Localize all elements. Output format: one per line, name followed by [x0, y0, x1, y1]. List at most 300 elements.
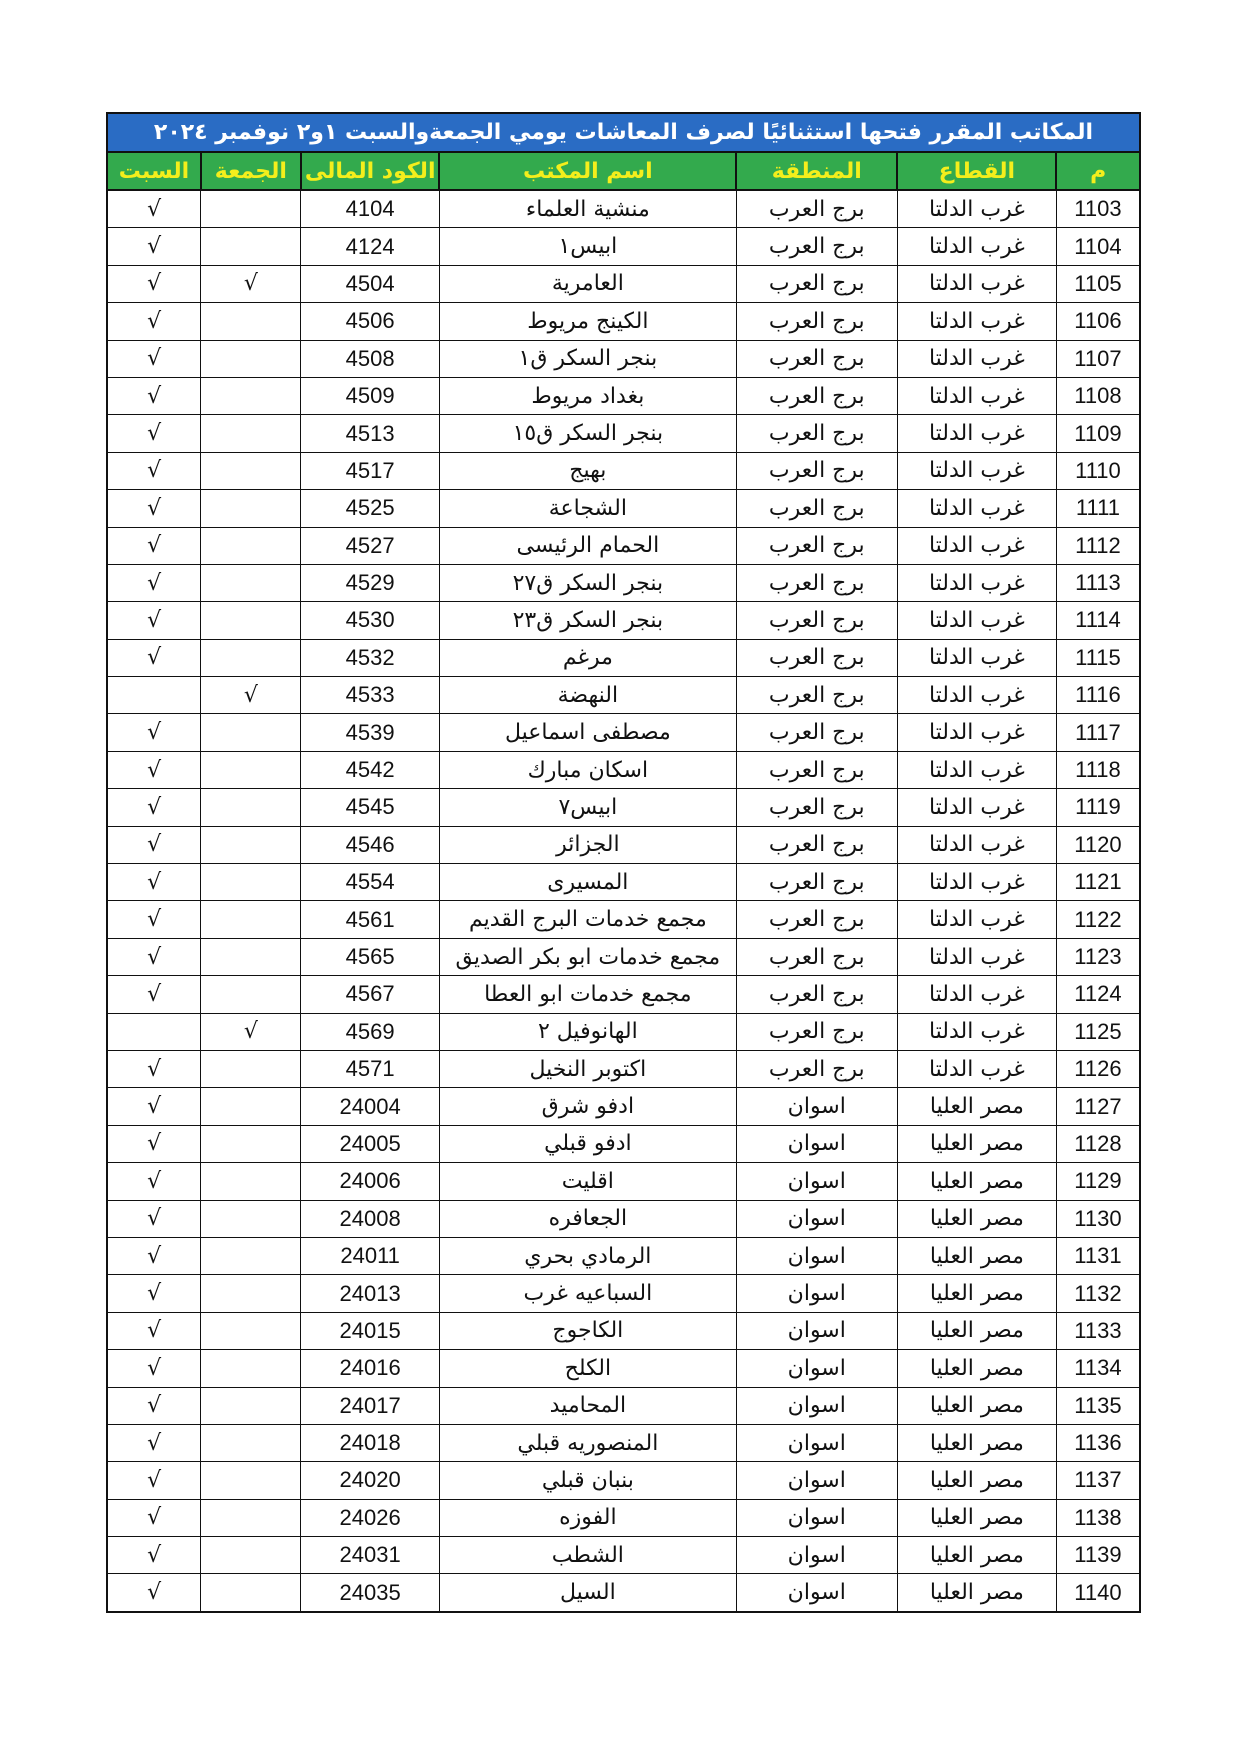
cell-num: 1107: [1056, 340, 1140, 377]
cell-saturday: √: [107, 1275, 201, 1312]
cell-region: برج العرب: [736, 602, 897, 639]
table-row: [107, 901, 1140, 938]
cell-friday: [201, 714, 301, 751]
col-header-friday: الجمعة: [201, 152, 301, 190]
cell-region: برج العرب: [736, 1050, 897, 1087]
cell-sector: مصر العليا: [897, 1237, 1056, 1274]
cell-code: 24015: [301, 1312, 440, 1349]
cell-region: برج العرب: [736, 901, 897, 938]
cell-num: 1137: [1056, 1462, 1140, 1499]
cell-friday: [201, 377, 301, 414]
cell-saturday: √: [107, 938, 201, 975]
cell-office: بنجر السكر ق٢٧: [439, 564, 736, 601]
cell-friday: [201, 340, 301, 377]
cell-sector: غرب الدلتا: [897, 228, 1056, 265]
cell-saturday: √: [107, 1574, 201, 1612]
cell-sector: غرب الدلتا: [897, 190, 1056, 228]
cell-region: اسوان: [736, 1574, 897, 1612]
cell-code: 24020: [301, 1462, 440, 1499]
cell-office: بغداد مريوط: [439, 377, 736, 414]
title-row: [107, 113, 1140, 152]
cell-office: الكينج مريوط: [439, 303, 736, 340]
cell-code: 24017: [301, 1387, 440, 1424]
cell-num: 1135: [1056, 1387, 1140, 1424]
cell-saturday: √: [107, 1387, 201, 1424]
sheet-title: المكاتب المقرر فتحها استثنائيًا لصرف المعاشات يومي الجمعةوالسبت ١و٢ نوفمبر ٢٠٢٤: [107, 113, 1140, 152]
cell-friday: √: [201, 1013, 301, 1050]
cell-region: اسوان: [736, 1499, 897, 1536]
cell-num: 1136: [1056, 1424, 1140, 1461]
cell-region: برج العرب: [736, 303, 897, 340]
cell-num: 1117: [1056, 714, 1140, 751]
cell-friday: [201, 602, 301, 639]
cell-region: برج العرب: [736, 976, 897, 1013]
cell-office: بنجر السكر ق١٥: [439, 415, 736, 452]
cell-sector: غرب الدلتا: [897, 527, 1056, 564]
cell-num: 1103: [1056, 190, 1140, 228]
cell-office: السباعيه غرب: [439, 1275, 736, 1312]
cell-saturday: √: [107, 564, 201, 601]
cell-region: برج العرب: [736, 751, 897, 788]
cell-num: 1138: [1056, 1499, 1140, 1536]
cell-friday: [201, 1537, 301, 1574]
cell-sector: غرب الدلتا: [897, 901, 1056, 938]
cell-friday: [201, 938, 301, 975]
cell-region: برج العرب: [736, 789, 897, 826]
cell-friday: [201, 901, 301, 938]
cell-sector: غرب الدلتا: [897, 303, 1056, 340]
table-body: [107, 190, 1140, 1612]
cell-saturday: √: [107, 303, 201, 340]
cell-office: ابيس٧: [439, 789, 736, 826]
cell-office: الشطب: [439, 1537, 736, 1574]
cell-friday: [201, 1088, 301, 1125]
cell-code: 4509: [301, 377, 440, 414]
cell-code: 4504: [301, 265, 440, 302]
cell-friday: [201, 1050, 301, 1087]
cell-region: برج العرب: [736, 377, 897, 414]
table-row: [107, 228, 1140, 265]
cell-friday: [201, 1200, 301, 1237]
table-row: [107, 1350, 1140, 1387]
cell-sector: مصر العليا: [897, 1387, 1056, 1424]
cell-saturday: √: [107, 602, 201, 639]
cell-num: 1115: [1056, 639, 1140, 676]
cell-num: 1128: [1056, 1125, 1140, 1162]
cell-region: برج العرب: [736, 1013, 897, 1050]
cell-num: 1112: [1056, 527, 1140, 564]
cell-region: اسوان: [736, 1350, 897, 1387]
cell-sector: غرب الدلتا: [897, 564, 1056, 601]
table-row: [107, 1312, 1140, 1349]
cell-sector: غرب الدلتا: [897, 976, 1056, 1013]
cell-code: 4569: [301, 1013, 440, 1050]
cell-num: 1110: [1056, 452, 1140, 489]
cell-saturday: [107, 1013, 201, 1050]
cell-sector: مصر العليا: [897, 1499, 1056, 1536]
table-row: [107, 1387, 1140, 1424]
cell-code: 4513: [301, 415, 440, 452]
table-row: [107, 340, 1140, 377]
cell-num: 1127: [1056, 1088, 1140, 1125]
table-row: [107, 714, 1140, 751]
table-row: [107, 1462, 1140, 1499]
cell-num: 1124: [1056, 976, 1140, 1013]
cell-region: برج العرب: [736, 490, 897, 527]
cell-region: برج العرب: [736, 527, 897, 564]
cell-code: 4527: [301, 527, 440, 564]
cell-sector: مصر العليا: [897, 1088, 1056, 1125]
cell-code: 4124: [301, 228, 440, 265]
table-row: [107, 1537, 1140, 1574]
cell-code: 4561: [301, 901, 440, 938]
cell-office: مرغم: [439, 639, 736, 676]
cell-region: برج العرب: [736, 415, 897, 452]
cell-code: 4545: [301, 789, 440, 826]
cell-sector: غرب الدلتا: [897, 1013, 1056, 1050]
cell-friday: [201, 751, 301, 788]
cell-sector: مصر العليا: [897, 1312, 1056, 1349]
cell-code: 24013: [301, 1275, 440, 1312]
table-row: [107, 1574, 1140, 1612]
offices-sheet: [106, 112, 1141, 1613]
table-row: [107, 303, 1140, 340]
cell-saturday: √: [107, 1424, 201, 1461]
cell-code: 4532: [301, 639, 440, 676]
cell-saturday: √: [107, 1312, 201, 1349]
cell-saturday: √: [107, 1163, 201, 1200]
table-row: [107, 490, 1140, 527]
table-row: [107, 751, 1140, 788]
cell-region: اسوان: [736, 1125, 897, 1162]
table-row: [107, 677, 1140, 714]
cell-num: 1113: [1056, 564, 1140, 601]
cell-office: الحمام الرئيسى: [439, 527, 736, 564]
cell-saturday: √: [107, 1237, 201, 1274]
table-row: [107, 564, 1140, 601]
cell-sector: غرب الدلتا: [897, 864, 1056, 901]
table-row: [107, 1050, 1140, 1087]
cell-office: المنصوريه قبلي: [439, 1424, 736, 1461]
cell-friday: [201, 527, 301, 564]
cell-office: الشجاعة: [439, 490, 736, 527]
cell-sector: مصر العليا: [897, 1424, 1056, 1461]
offices-table: [106, 112, 1141, 1613]
table-row: [107, 602, 1140, 639]
cell-friday: [201, 1350, 301, 1387]
cell-num: 1130: [1056, 1200, 1140, 1237]
cell-saturday: √: [107, 714, 201, 751]
cell-office: الفوزه: [439, 1499, 736, 1536]
cell-code: 4539: [301, 714, 440, 751]
cell-office: النهضة: [439, 677, 736, 714]
cell-num: 1139: [1056, 1537, 1140, 1574]
cell-office: اكتوبر النخيل: [439, 1050, 736, 1087]
cell-num: 1109: [1056, 415, 1140, 452]
cell-friday: [201, 1125, 301, 1162]
cell-office: الرمادي بحري: [439, 1237, 736, 1274]
cell-num: 1140: [1056, 1574, 1140, 1612]
table-row: [107, 415, 1140, 452]
cell-region: اسوان: [736, 1462, 897, 1499]
table-row: [107, 190, 1140, 228]
cell-code: 24016: [301, 1350, 440, 1387]
cell-code: 24026: [301, 1499, 440, 1536]
cell-sector: غرب الدلتا: [897, 826, 1056, 863]
table-row: [107, 1125, 1140, 1162]
cell-saturday: √: [107, 1050, 201, 1087]
table-row: [107, 1424, 1140, 1461]
cell-num: 1134: [1056, 1350, 1140, 1387]
cell-office: بنبان قبلي: [439, 1462, 736, 1499]
cell-sector: مصر العليا: [897, 1574, 1056, 1612]
table-row: [107, 789, 1140, 826]
cell-sector: مصر العليا: [897, 1275, 1056, 1312]
cell-code: 4533: [301, 677, 440, 714]
cell-code: 24031: [301, 1537, 440, 1574]
cell-sector: مصر العليا: [897, 1350, 1056, 1387]
cell-num: 1125: [1056, 1013, 1140, 1050]
cell-code: 24018: [301, 1424, 440, 1461]
cell-num: 1133: [1056, 1312, 1140, 1349]
cell-office: الجزائر: [439, 826, 736, 863]
cell-friday: [201, 303, 301, 340]
cell-region: برج العرب: [736, 228, 897, 265]
cell-region: برج العرب: [736, 677, 897, 714]
table-row: [107, 1163, 1140, 1200]
cell-saturday: √: [107, 1350, 201, 1387]
cell-sector: غرب الدلتا: [897, 265, 1056, 302]
cell-office: مجمع خدمات ابو بكر الصديق: [439, 938, 736, 975]
cell-sector: مصر العليا: [897, 1200, 1056, 1237]
cell-code: 4508: [301, 340, 440, 377]
cell-region: برج العرب: [736, 190, 897, 228]
cell-office: الهانوفيل ٢: [439, 1013, 736, 1050]
cell-friday: [201, 1237, 301, 1274]
cell-friday: [201, 1499, 301, 1536]
col-header-code: الكود المالى: [301, 152, 440, 190]
cell-friday: [201, 1462, 301, 1499]
cell-num: 1120: [1056, 826, 1140, 863]
cell-sector: غرب الدلتا: [897, 490, 1056, 527]
cell-saturday: √: [107, 751, 201, 788]
cell-saturday: √: [107, 490, 201, 527]
cell-sector: غرب الدلتا: [897, 789, 1056, 826]
cell-code: 4506: [301, 303, 440, 340]
cell-office: السيل: [439, 1574, 736, 1612]
cell-office: مجمع خدمات البرج القديم: [439, 901, 736, 938]
cell-num: 1108: [1056, 377, 1140, 414]
cell-region: برج العرب: [736, 639, 897, 676]
table-row: [107, 265, 1140, 302]
cell-office: المحاميد: [439, 1387, 736, 1424]
cell-office: بنجر السكر ق٢٣: [439, 602, 736, 639]
cell-friday: [201, 1574, 301, 1612]
cell-friday: [201, 976, 301, 1013]
cell-saturday: √: [107, 901, 201, 938]
cell-friday: [201, 415, 301, 452]
table-row: [107, 639, 1140, 676]
cell-code: 24005: [301, 1125, 440, 1162]
table-row: [107, 938, 1140, 975]
cell-region: اسوان: [736, 1275, 897, 1312]
cell-num: 1126: [1056, 1050, 1140, 1087]
cell-num: 1106: [1056, 303, 1140, 340]
cell-region: اسوان: [736, 1088, 897, 1125]
cell-code: 4542: [301, 751, 440, 788]
cell-office: الجعافره: [439, 1200, 736, 1237]
cell-region: اسوان: [736, 1537, 897, 1574]
cell-code: 4529: [301, 564, 440, 601]
cell-code: 4546: [301, 826, 440, 863]
cell-region: برج العرب: [736, 452, 897, 489]
table-row: [107, 1237, 1140, 1274]
cell-saturday: √: [107, 527, 201, 564]
cell-sector: غرب الدلتا: [897, 714, 1056, 751]
cell-region: اسوان: [736, 1387, 897, 1424]
cell-num: 1104: [1056, 228, 1140, 265]
cell-friday: [201, 639, 301, 676]
table-row: [107, 1013, 1140, 1050]
cell-office: المسيرى: [439, 864, 736, 901]
cell-code: 4517: [301, 452, 440, 489]
cell-saturday: √: [107, 826, 201, 863]
cell-sector: غرب الدلتا: [897, 340, 1056, 377]
col-header-office: اسم المكتب: [439, 152, 736, 190]
cell-code: 4554: [301, 864, 440, 901]
cell-num: 1119: [1056, 789, 1140, 826]
cell-friday: [201, 1275, 301, 1312]
cell-region: اسوان: [736, 1424, 897, 1461]
cell-num: 1116: [1056, 677, 1140, 714]
cell-code: 4567: [301, 976, 440, 1013]
cell-office: مجمع خدمات ابو العطا: [439, 976, 736, 1013]
cell-office: منشية العلماء: [439, 190, 736, 228]
cell-num: 1129: [1056, 1163, 1140, 1200]
cell-office: ادفو شرق: [439, 1088, 736, 1125]
cell-saturday: √: [107, 452, 201, 489]
col-header-saturday: السبت: [107, 152, 201, 190]
table-row: [107, 452, 1140, 489]
cell-region: اسوان: [736, 1163, 897, 1200]
cell-region: برج العرب: [736, 938, 897, 975]
cell-friday: [201, 228, 301, 265]
cell-friday: [201, 864, 301, 901]
cell-region: برج العرب: [736, 265, 897, 302]
cell-num: 1132: [1056, 1275, 1140, 1312]
cell-office: مصطفى اسماعيل: [439, 714, 736, 751]
cell-num: 1114: [1056, 602, 1140, 639]
cell-friday: [201, 826, 301, 863]
cell-office: العامرية: [439, 265, 736, 302]
table-row: [107, 377, 1140, 414]
cell-office: الكاجوج: [439, 1312, 736, 1349]
cell-sector: مصر العليا: [897, 1163, 1056, 1200]
cell-code: 24035: [301, 1574, 440, 1612]
col-header-num: م: [1056, 152, 1140, 190]
cell-sector: غرب الدلتا: [897, 639, 1056, 676]
cell-region: اسوان: [736, 1237, 897, 1274]
cell-code: 24004: [301, 1088, 440, 1125]
cell-saturday: √: [107, 1088, 201, 1125]
cell-region: برج العرب: [736, 864, 897, 901]
cell-office: بنجر السكر ق١: [439, 340, 736, 377]
table-row: [107, 1275, 1140, 1312]
cell-saturday: √: [107, 789, 201, 826]
table-row: [107, 864, 1140, 901]
cell-sector: مصر العليا: [897, 1462, 1056, 1499]
cell-sector: مصر العليا: [897, 1125, 1056, 1162]
cell-saturday: √: [107, 864, 201, 901]
cell-code: 4565: [301, 938, 440, 975]
cell-saturday: √: [107, 1499, 201, 1536]
cell-code: 4571: [301, 1050, 440, 1087]
cell-region: برج العرب: [736, 564, 897, 601]
cell-saturday: √: [107, 340, 201, 377]
cell-friday: [201, 1387, 301, 1424]
cell-code: 4525: [301, 490, 440, 527]
cell-num: 1131: [1056, 1237, 1140, 1274]
col-header-region: المنطقة: [736, 152, 897, 190]
cell-saturday: √: [107, 639, 201, 676]
cell-saturday: √: [107, 1537, 201, 1574]
cell-friday: [201, 789, 301, 826]
cell-friday: [201, 1312, 301, 1349]
cell-code: 4530: [301, 602, 440, 639]
cell-friday: [201, 452, 301, 489]
cell-num: 1121: [1056, 864, 1140, 901]
cell-sector: غرب الدلتا: [897, 602, 1056, 639]
cell-friday: [201, 190, 301, 228]
cell-office: ادفو قبلي: [439, 1125, 736, 1162]
cell-region: اسوان: [736, 1200, 897, 1237]
cell-sector: غرب الدلتا: [897, 938, 1056, 975]
cell-region: برج العرب: [736, 340, 897, 377]
header-row: [107, 152, 1140, 190]
table-row: [107, 976, 1140, 1013]
cell-saturday: √: [107, 1200, 201, 1237]
cell-sector: مصر العليا: [897, 1537, 1056, 1574]
cell-friday: [201, 1163, 301, 1200]
cell-friday: [201, 1424, 301, 1461]
cell-office: ابيس١: [439, 228, 736, 265]
cell-office: بهيج: [439, 452, 736, 489]
cell-saturday: √: [107, 1125, 201, 1162]
cell-friday: [201, 490, 301, 527]
cell-sector: غرب الدلتا: [897, 377, 1056, 414]
cell-saturday: √: [107, 415, 201, 452]
cell-code: 24011: [301, 1237, 440, 1274]
cell-sector: غرب الدلتا: [897, 751, 1056, 788]
cell-office: اقليت: [439, 1163, 736, 1200]
cell-saturday: √: [107, 377, 201, 414]
cell-sector: غرب الدلتا: [897, 677, 1056, 714]
cell-friday: √: [201, 677, 301, 714]
cell-friday: [201, 564, 301, 601]
cell-sector: غرب الدلتا: [897, 415, 1056, 452]
cell-sector: غرب الدلتا: [897, 452, 1056, 489]
cell-saturday: √: [107, 976, 201, 1013]
cell-saturday: √: [107, 265, 201, 302]
cell-num: 1122: [1056, 901, 1140, 938]
cell-num: 1105: [1056, 265, 1140, 302]
table-row: [107, 1088, 1140, 1125]
cell-sector: غرب الدلتا: [897, 1050, 1056, 1087]
cell-office: اسكان مبارك: [439, 751, 736, 788]
cell-saturday: √: [107, 190, 201, 228]
cell-region: اسوان: [736, 1312, 897, 1349]
cell-region: برج العرب: [736, 714, 897, 751]
